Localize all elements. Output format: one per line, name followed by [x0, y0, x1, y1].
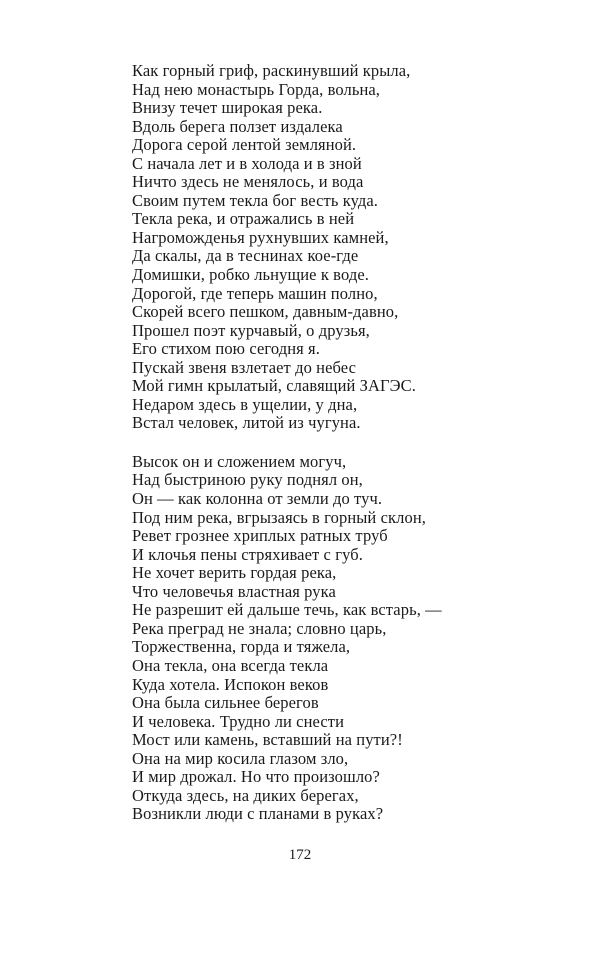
- poem-line: Не хочет верить гордая река,: [132, 563, 337, 583]
- poem-line: Торжественна, горда и тяжела,: [132, 637, 351, 657]
- poem-line: Домишки, робко льнущие к воде.: [132, 265, 369, 285]
- poem-line: Дорога серой лентой земляной.: [132, 135, 357, 155]
- poem-line: Она текла, она всегда текла: [132, 655, 329, 675]
- poem-line: Недаром здесь в ущелии, у дна,: [132, 394, 358, 414]
- poem-line: Она была сильнее берегов: [132, 693, 319, 713]
- poem-line: Своим путем текла бог весть куда.: [132, 190, 379, 210]
- poem-line: Пускай звеня взлетает до небес: [132, 357, 357, 377]
- poem-line: И человека. Трудно ли снести: [132, 711, 345, 731]
- poem-line: Над нею монастырь Горда, вольна,: [132, 79, 381, 99]
- poem-line: Нагроможденья рухнувших камней,: [132, 227, 389, 247]
- poem-line: Скорей всего пешком, давным-давно,: [132, 302, 399, 322]
- poem-line: И мир дрожал. Но что произошло?: [132, 767, 380, 787]
- poem-line: Ничто здесь не менялось, и вода: [132, 172, 364, 192]
- poem-line: Внизу течет широкая река.: [132, 98, 323, 118]
- poem-line: Ревет грознее хриплых ратных труб: [132, 526, 388, 546]
- poem-line: Высок он и сложением могуч,: [132, 451, 347, 471]
- poem-line: Под ним река, вгрызаясь в горный склон,: [132, 507, 426, 527]
- poem-line: Не разрешит ей дальше течь, как встарь, —: [132, 600, 442, 620]
- poem-line: Он — как колонна от земли до туч.: [132, 489, 383, 509]
- poem-line: Его стихом пою сегодня я.: [132, 339, 320, 359]
- poem-line: Куда хотела. Испокон веков: [132, 674, 329, 694]
- poem-line: Река преград не знала; словно царь,: [132, 618, 387, 638]
- poem-line: Прошел поэт курчавый, о друзья,: [132, 320, 370, 340]
- poem-line: Дорогой, где теперь машин полно,: [132, 283, 378, 303]
- poem-line: Возникли люди с планами в руках?: [132, 804, 384, 824]
- poem-line: Да скалы, да в теснинах кое-где: [132, 246, 359, 266]
- stanza-1: [132, 62, 552, 433]
- poem-text: [132, 62, 552, 824]
- poem-line: Вдоль берега ползет издалека: [132, 116, 343, 136]
- stanza-2: [132, 453, 552, 824]
- poem-line: Встал человек, литой из чугуна.: [132, 413, 361, 433]
- poem-line: Мой гимн крылатый, славящий ЗАГЭС.: [132, 376, 416, 396]
- poem-line: Мост или камень, вставший на пути?!: [132, 730, 403, 750]
- poem-line: Как горный гриф, раскинувший крыла,: [132, 61, 411, 80]
- poem-line: Над быстриною руку поднял он,: [132, 470, 363, 490]
- poem-line: Она на мир косила глазом зло,: [132, 748, 349, 768]
- poem-line: С начала лет и в холода и в зной: [132, 153, 362, 173]
- page-number: 172: [288, 847, 312, 863]
- poem-line: Откуда здесь, на диких берегах,: [132, 785, 359, 805]
- poem-line: Что человечья властная рука: [132, 581, 336, 601]
- poem-line: Текла река, и отражались в ней: [132, 209, 355, 229]
- poem-line: И клочья пены стряхивает с губ.: [132, 544, 363, 564]
